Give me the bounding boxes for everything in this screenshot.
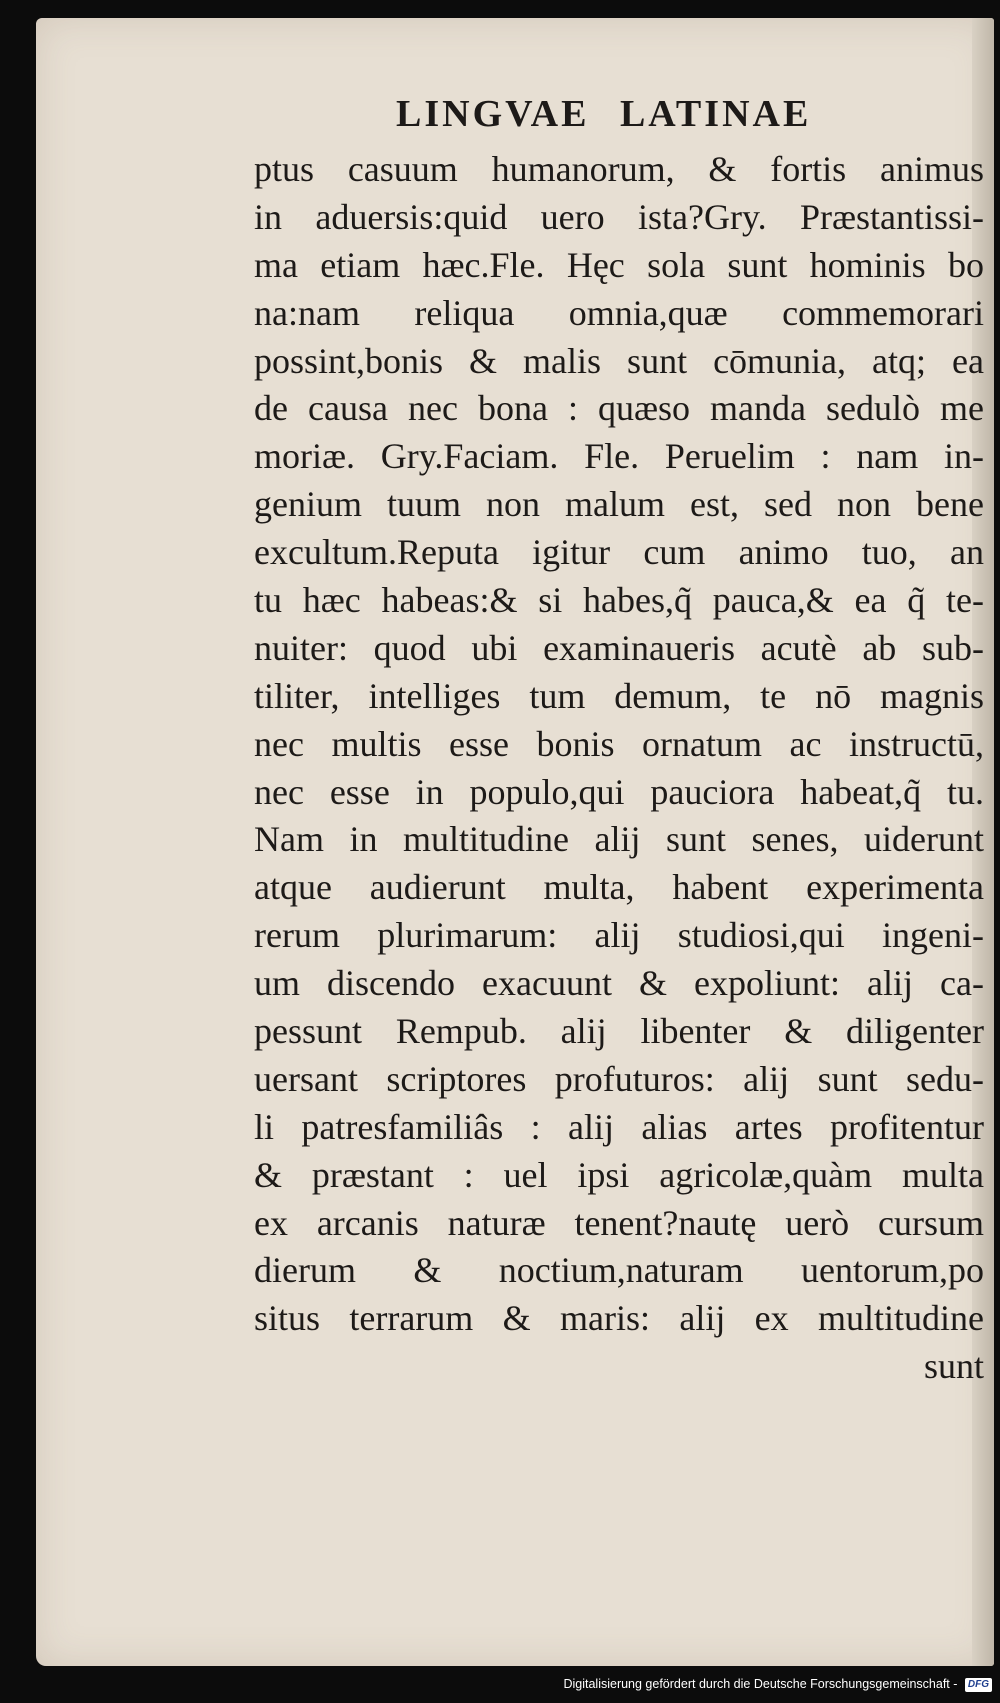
- text-line: nec multis esse bonis ornatum ac instructū,: [254, 723, 984, 764]
- text-line: moriæ. Gry.Faciam. Fle. Peruelim : nam in-: [254, 436, 984, 477]
- catchword: sunt: [923, 1346, 984, 1387]
- text-line: excultum.Reputa igitur cum animo tuo, an: [254, 532, 984, 573]
- text-line: nec esse in populo,qui pauciora habeat,q̃ tu.: [254, 771, 984, 812]
- text-line: na:nam reliqua omnia,quæ commemorari: [254, 292, 984, 333]
- text-line: li patresfamiliâs : alij alias artes profitentur: [254, 1106, 984, 1147]
- text-line: ptus casuum humanorum, & fortis animus: [254, 149, 984, 189]
- dfg-logo: DFG: [965, 1678, 992, 1692]
- running-head: LINGVAE LATINAE: [396, 93, 812, 135]
- text-line: uersant scriptores profuturos: alij sunt sedu-: [254, 1058, 984, 1099]
- text-line: atque audierunt multa, habent experimenta: [254, 867, 984, 908]
- digitization-credit: [0, 1677, 992, 1699]
- text-line: & præstant : uel ipsi agricolæ,quàm multa: [254, 1154, 984, 1195]
- text-line: tiliter, intelliges tum demum, te nō magnis: [254, 675, 984, 716]
- text-line: dierum & noctium,naturam uentorum,po: [254, 1250, 984, 1291]
- text-block: [254, 146, 984, 1391]
- text-line: situs terrarum & maris: alij ex multitudine: [254, 1298, 984, 1339]
- text-line: ex arcanis naturæ tenent?nautę uerò cursum: [254, 1202, 984, 1243]
- text-line: um discendo exacuunt & expoliunt: alij ca-: [254, 963, 984, 1004]
- text-line: rerum plurimarum: alij studiosi,qui ingeni-: [254, 915, 984, 956]
- text-line: Nam in multitudine alij sunt senes, uiderunt: [254, 819, 984, 860]
- text-line: genium tuum non malum est, sed non bene: [254, 484, 984, 525]
- text-line: in aduersis:quid uero ista?Gry. Præstantissi-: [254, 196, 984, 237]
- book-page: [36, 18, 994, 1666]
- text-line: de causa nec bona : quæso manda sedulò me: [254, 388, 984, 429]
- text-line: tu hæc habeas:& si habes,q̃ pauca,& ea q̃ te-: [254, 580, 984, 621]
- text-line: nuiter: quod ubi examinaueris acutè ab sub-: [254, 627, 984, 668]
- text-line: ma etiam hæc.Fle. Hęc sola sunt hominis bo: [254, 244, 984, 285]
- credit-text: Digitalisierung gefördert durch die Deutsche Forschungsgemeinschaft -: [563, 1677, 958, 1691]
- text-line: pessunt Rempub. alij libenter & diligenter: [254, 1011, 984, 1052]
- text-line: possint,bonis & malis sunt cōmunia, atq; ea: [254, 340, 984, 381]
